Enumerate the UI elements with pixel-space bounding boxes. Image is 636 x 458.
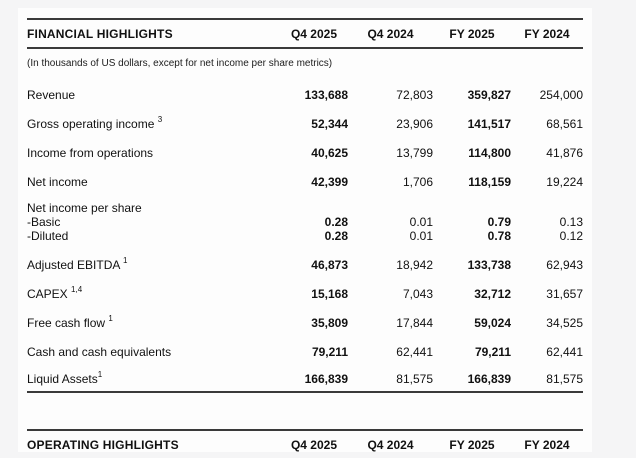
operating-table-header-row (27, 431, 583, 458)
value-cell: 118,159 (468, 174, 511, 189)
value-cell: 79,211 (474, 344, 511, 359)
table-row (27, 308, 583, 337)
value-cell: 359,827 (467, 87, 511, 102)
value-cell: 133,738 (467, 257, 511, 272)
row-label: Cash and cash equivalents (27, 344, 172, 359)
value-cell: 114,800 (468, 145, 511, 160)
row-label: Revenue (27, 87, 76, 102)
subrow-label: -Basic (27, 215, 61, 229)
column-header-q4-2025: Q4 2025 (290, 26, 338, 41)
value-cell: 166,839 (467, 371, 511, 386)
table-row (27, 337, 583, 366)
value-cell: 0.28 (324, 215, 348, 229)
value-cell: 68,561 (546, 116, 583, 131)
value-cell: 0.01 (409, 229, 433, 243)
value-cell: 46,873 (311, 257, 348, 272)
value-cell: 133,688 (304, 87, 348, 102)
value-cell: 31,657 (546, 286, 583, 301)
value-cell: 35,809 (311, 315, 348, 330)
table-subrow (27, 215, 583, 229)
value-cell: 0.12 (559, 229, 583, 243)
financial-table-header-row (27, 20, 583, 47)
op-column-header-fy-2025: FY 2025 (449, 437, 495, 452)
value-cell: 34,525 (546, 315, 583, 330)
value-cell: 17,844 (396, 315, 433, 330)
value-cell: 0.13 (559, 215, 583, 229)
value-cell: 166,839 (304, 371, 348, 386)
subrow-label: -Diluted (27, 229, 69, 243)
value-cell: 52,344 (311, 116, 348, 131)
value-cell: 62,441 (546, 344, 583, 359)
operating-table-title: OPERATING HIGHLIGHTS (27, 437, 179, 452)
table-row (27, 250, 583, 279)
table-row (27, 80, 583, 109)
table-subrow (27, 229, 583, 243)
column-header-fy-2025: FY 2025 (449, 26, 495, 41)
value-cell: 23,906 (396, 116, 433, 131)
units-note: (In thousands of US dollars, except for net income per share metrics) (27, 58, 333, 69)
financial-highlights-table (18, 8, 592, 458)
row-label: Liquid Assets$^1$ (27, 369, 103, 386)
value-cell: 15,168 (311, 286, 348, 301)
value-cell: 32,712 (474, 286, 511, 301)
row-label: CAPEX $^{1,4}$ (27, 284, 83, 301)
footnote-marker: 3 (157, 114, 163, 124)
column-header-q4-2024: Q4 2024 (367, 26, 414, 41)
value-cell: 141,517 (467, 116, 511, 131)
table-row (27, 109, 583, 138)
value-cell: 7,043 (402, 286, 433, 301)
value-cell: 62,441 (396, 344, 433, 359)
op-column-header-q4-2024: Q4 2024 (367, 437, 414, 452)
value-cell: 72,803 (396, 87, 433, 102)
op-column-header-q4-2025: Q4 2025 (290, 437, 338, 452)
footnote-marker: 1 (108, 313, 113, 323)
value-cell: 40,625 (311, 145, 348, 160)
value-cell: 81,575 (396, 371, 433, 386)
value-cell: 254,000 (539, 87, 583, 102)
value-cell: 79,211 (311, 344, 348, 359)
group-label-line (27, 201, 583, 215)
financial-table-title: FINANCIAL HIGHLIGHTS (27, 26, 173, 41)
op-column-header-fy-2024: FY 2024 (524, 437, 570, 452)
value-cell: 1,706 (402, 174, 433, 189)
value-cell: 81,575 (546, 371, 583, 386)
value-cell: 0.28 (324, 229, 348, 243)
value-cell: 19,224 (546, 174, 583, 189)
row-label: Gross operating income $^3$ (27, 114, 163, 131)
value-cell: 41,876 (546, 145, 583, 160)
value-cell: 59,024 (474, 315, 511, 330)
footnote-marker: 1 (97, 369, 103, 379)
value-cell: 42,399 (311, 174, 348, 189)
table-row (27, 138, 583, 167)
financial-table-body (27, 80, 583, 391)
value-cell: 0.01 (409, 215, 433, 229)
table-row-group (27, 196, 583, 250)
footnote-marker: 1 (123, 255, 128, 265)
table-row (27, 167, 583, 196)
section-gap (27, 393, 583, 429)
footnote-marker: 1,4 (71, 284, 83, 294)
value-cell: 18,942 (396, 257, 433, 272)
table-row (27, 366, 583, 391)
value-cell: 13,799 (396, 145, 433, 160)
value-cell: 0.79 (487, 215, 511, 229)
column-header-fy-2024: FY 2024 (524, 26, 570, 41)
row-label: Free cash flow $^1$ (27, 313, 113, 330)
row-label: Income from operations (27, 145, 154, 160)
value-cell: 62,943 (546, 257, 583, 272)
report-content-card (18, 8, 592, 452)
row-label: Net income per share (27, 201, 142, 215)
row-label: Adjusted EBITDA $^1$ (27, 255, 128, 272)
row-label: Net income (27, 174, 88, 189)
table-row (27, 279, 583, 308)
value-cell: 0.78 (487, 229, 511, 243)
